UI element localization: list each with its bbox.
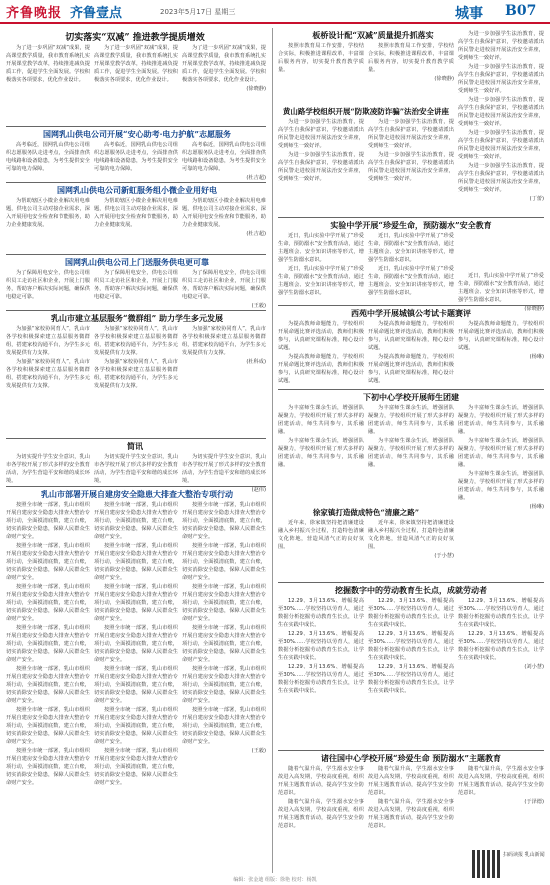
article-11-col-2: 为提高教师命题能力，学校组织开展命题比赛评选活动，教师们积极参与，认真研究课程标准，精心设计试题。 为提高教师命题能力，学校组织开展命题比赛评选活动，教师们积极参与，认真研究课程标准，精心设计试题。 [368,321,454,384]
article-12-col-1: 为丰富师生课余生活，增强团队凝聚力，学校组织开展了形式多样的团建活动，师生共同参与，其乐融融。 为丰富师生课余生活，增强团队凝聚力，学校组织开展了形式多样的团建活动，师生共同参与，其乐融融。 [278,405,364,468]
article-8-col-2: 按照市教育局工作安排，学校结合实际，积极推进课程改革，丰富课后服务内容，切实提升教育教学质量。 (徐晓静) [368,43,454,82]
qr-caption: 扫码读报 乳山新闻 [503,852,545,858]
article-10-col-1: 近日，乳山实验中学开展了“珍爱生命，预防溺水”安全教育活动，通过主题班会、安全知识讲座等形式，增强学生防溺水意识。 近日，乳山实验中学开展了“珍爱生命，预防溺水”安全教育活动，通过主题班会、安全知识讲座等形式，增强学生防溺水意识。 [278,233,364,296]
divider [6,486,266,487]
divider [6,254,266,255]
side-column: 为进一步加强学生法治教育，提高学生自我保护意识，学校邀请派出所民警走进校园开展法治安全讲座，受到师生一致好评。 为进一步加强学生法治教育，提高学生自我保护意识，学校邀请派出所民警走进校园开展法治安全讲座，受到师生一致好评。 为进一步加强学生法治教育，提高学生自我保护意识，学校邀请派出所民警走进校园开展法治安全讲座，受到师生一致好评。 为进一步加强学生法治教育，提高学生自我保护意识，学校邀请派出所民警走进校园开展法治安全讲座，受到师生一致好评。 为进一步加强学生法治教育，提高学生自我保护意识，学校邀请派出所民警走进校园开展法治安全讲座，受到师生一致好评。 (丁蕾) [458,31,544,202]
dateline: 2023年5月17日 星期三 [160,8,236,16]
headline-12: 下初中心学校开展师生团建 [363,392,459,402]
article-10-col-3: 近日，乳山实验中学开展了“珍爱生命，预防溺水”安全教育活动，通过主题班会、安全知识讲座等形式，增强学生防溺水意识。 (徐晓静) [458,273,544,312]
headline-2: 国网乳山供电公司开展“安心助考·电力护航”志愿服务 [43,129,231,139]
article-7-col-1: 按照全市统一部署，乳山市组织开展自建房安全隐患大排查大整治专项行动，全面摸清底数，建立台账，切实消除安全隐患，保障人民群众生命财产安全。 按照全市统一部署，乳山市组织开展自建房安全隐患大排查大整治专项行动，全面摸清底数，建立台账，切实消除安全隐患，保障人民群众生命财产安全。 按照全市统一部署，乳山市组织开展自建房安全隐患大排查大整治专项行动，全面摸清底数，建立台账，切实消除安全隐患，保障人民群众生命财产安全。 按照全市统一部署，乳山市组织开展自建房安全隐患大排查大整治专项行动，全面摸清底数，建立台账，切实消除安全隐患，保障人民群众生命财产安全。 按照全市统一部署，乳山市组织开展自建房安全隐患大排查大整治专项行动，全面摸清底数，建立台账，切实消除安全隐患，保障人民群众生命财产安全。 按照全市统一部署，乳山市组织开展自建房安全隐患大排查大整治专项行动，全面摸清底数，建立台账，切实消除安全隐患，保障人民群众生命财产安全。 按照全市统一部署，乳山市组织开展自建房安全隐患大排查大整治专项行动，全面摸清底数，建立台账，切实消除安全隐患，保障人民群众生命财产安全。 [6,502,90,786]
headline-4: 国网乳山供电公司上门送服务供电更可靠 [65,257,209,267]
article-4-col-3: 为了保障用电安全，供电公司组织员工走访社区和企业，开展上门服务，帮助客户解决实际问题，确保供电稳定可靠。 (王毅) [182,270,266,309]
article-8-col-1: 按照市教育局工作安排，学校结合实际，积极推进课程改革，丰富课后服务内容，切实提升教育教学质量。 [278,43,364,73]
divider [6,438,266,439]
article-1-col-3: 为了进一步巩固“双减”成果，提高课堂教学质量，我市教育系统扎实开展课堂教学改革，持续推进减负提质工作，促进学生全面发展。学校积极落实各项要求，优化作业设计。 (徐晓静) [182,45,266,92]
article-12-col-2: 为丰富师生课余生活，增强团队凝聚力，学校组织开展了形式多样的团建活动，师生共同参与，其乐融融。 为丰富师生课余生活，增强团队凝聚力，学校组织开展了形式多样的团建活动，师生共同参与，其乐融融。 [368,405,454,468]
article-13-col-1: 近年来，徐家镇坚持把清廉建设融入乡村振兴全过程，打造特色清廉文化阵地，营造风清气正的良好氛围。 [278,520,364,550]
article-14-col-3: 12.29、3月13.6%、增幅提高至30%……学校坚持以劳育人，通过数据分析挖掘劳动教育生长点，让学生在实践中成长。 12.29、3月13.6%、增幅提高至30%……学校坚持以劳育人，通过数据分析挖掘劳动教育生长点，让学生在实践中成长。 (刘小慧) [458,598,544,670]
article-1-col-1: 为了进一步巩固“双减”成果，提高课堂教学质量，我市教育系统扎实开展课堂教学改革，持续推进减负提质工作，促进学生全面发展。学校积极落实各项要求，优化作业设计。 [6,45,90,83]
headline-15: 诸往国中心学校开展“珍爱生命 预防溺水”主题教育 [321,753,501,763]
article-1-col-2: 为了进一步巩固“双减”成果，提高课堂教学质量，我市教育系统扎实开展课堂教学改革，持续推进减负提质工作，促进学生全面发展。学校积极落实各项要求，优化作业设计。 [94,45,178,83]
article-9-col-2: 为进一步加强学生法治教育，提高学生自我保护意识，学校邀请派出所民警走进校园开展法治安全讲座，受到师生一致好评。 为进一步加强学生法治教育，提高学生自我保护意识，学校邀请派出所民警走进校园开展法治安全讲座，受到师生一致好评。 [368,119,454,182]
article-11-col-3: 为提高教师命题能力，学校组织开展命题比赛评选活动，教师们积极参与，认真研究课程标准，精心设计试题。 (杨琳) [458,321,544,360]
headline-8: 板桥设计配“双减”质量提升抓落实 [312,30,434,40]
article-4-col-2: 为了保障用电安全，供电公司组织员工走访社区和企业，开展上门服务，帮助客户解决实际问题，确保供电稳定可靠。 [94,270,178,300]
article-15-col-3: 随着气温升高，学生溺水安全事故进入高发期，学校高度重视，组织开展主题教育活动，提高学生安全防范意识。 (于泽德) [458,766,544,805]
divider [6,126,266,127]
headline-13: 徐家镇打造做成特色“清廉之路” [312,508,420,517]
newspaper-logo: 齐鲁晚报 [6,6,63,21]
article-3-col-1: 为帮助辖区小微企业解决用电难题，供电公司主动对接企业需求，深入开展用电安全检查和节能服务，助力企业健康发展。 [6,198,90,228]
headline-5: 乳山市建立基层服务“微群组” 助力学生多元发展 [51,313,223,323]
divider [6,182,266,183]
divider [278,582,544,583]
article-5-col-2: 为加强“家校协同育人”，乳山市各学校积极探索建立基层服务微群组，搭建家校沟通平台，为学生多元发展提供有力支撑。 为加强“家校协同育人”，乳山市各学校积极探索建立基层服务微群组，搭建家校沟通平台，为学生多元发展提供有力支撑。 [94,326,178,389]
article-3-col-2: 为帮助辖区小微企业解决用电难题，供电公司主动对接企业需求，深入开展用电安全检查和节能服务，助力企业健康发展。 [94,198,178,228]
column-divider [272,28,273,873]
headline-10: 实验中学开展“珍爱生命，预防溺水”安全教育 [330,220,492,230]
masthead [0,0,550,24]
article-6-col-1: 为切实提升学生安全意识，乳山市各学校开展了形式多样的安全教育活动，为学生营造平安和谐的成长环境。 [6,454,90,484]
headline-3: 国网乳山供电公司新虹服务组小微企业用好电 [57,185,217,195]
article-4-col-1: 为了保障用电安全，供电公司组织员工走访社区和企业，开展上门服务，帮助客户解决实际问题，确保供电稳定可靠。 [6,270,90,300]
divider [278,217,544,218]
page-number: B07 [505,3,537,19]
article-6-col-3: 为切实提升学生安全意识，乳山市各学校开展了形式多样的安全教育活动，为学生营造平安和谐的成长环境。 (赵伟) [182,454,266,493]
app-logo: 齐鲁壹点 [70,6,123,21]
article-15-col-2: 随着气温升高，学生溺水安全事故进入高发期，学校高度重视，组织开展主题教育活动，提高学生安全防范意识。 随着气温升高，学生溺水安全事故进入高发期，学校高度重视，组织开展主题教育活动，提高学生安全防范意识。 [368,766,454,829]
headline-7: 乳山市部署开展自建房安全隐患大排查大整治专项行动 [41,489,233,499]
article-9-col-1: 为进一步加强学生法治教育，提高学生自我保护意识，学校邀请派出所民警走进校园开展法治安全讲座，受到师生一致好评。 为进一步加强学生法治教育，提高学生自我保护意识，学校邀请派出所民警走进校园开展法治安全讲座，受到师生一致好评。 [278,119,364,182]
article-7-col-2: 按照全市统一部署，乳山市组织开展自建房安全隐患大排查大整治专项行动，全面摸清底数，建立台账，切实消除安全隐患，保障人民群众生命财产安全。 按照全市统一部署，乳山市组织开展自建房安全隐患大排查大整治专项行动，全面摸清底数，建立台账，切实消除安全隐患，保障人民群众生命财产安全。 按照全市统一部署，乳山市组织开展自建房安全隐患大排查大整治专项行动，全面摸清底数，建立台账，切实消除安全隐患，保障人民群众生命财产安全。 按照全市统一部署，乳山市组织开展自建房安全隐患大排查大整治专项行动，全面摸清底数，建立台账，切实消除安全隐患，保障人民群众生命财产安全。 按照全市统一部署，乳山市组织开展自建房安全隐患大排查大整治专项行动，全面摸清底数，建立台账，切实消除安全隐患，保障人民群众生命财产安全。 按照全市统一部署，乳山市组织开展自建房安全隐患大排查大整治专项行动，全面摸清底数，建立台账，切实消除安全隐患，保障人民群众生命财产安全。 按照全市统一部署，乳山市组织开展自建房安全隐患大排查大整治专项行动，全面摸清底数，建立台账，切实消除安全隐患，保障人民群众生命财产安全。 [94,502,178,786]
divider [6,310,266,311]
article-6-col-2: 为切实提升学生安全意识，乳山市各学校开展了形式多样的安全教育活动，为学生营造平安和谐的成长环境。 [94,454,178,484]
divider [278,305,544,306]
article-2-col-2: 高考临近，国网乳山供电公司组织志愿服务队走进考点，全面排查供电线路和设备隐患，为考生提供安全可靠的电力保障。 [94,142,178,172]
headline-1: 切实落实“双减” 推进教学提质增效 [65,33,205,43]
article-14-col-1: 12.29、3月13.6%、增幅提高至30%……学校坚持以劳育人，通过数据分析挖掘劳动教育生长点，让学生在实践中成长。 12.29、3月13.6%、增幅提高至30%……学校坚持以劳育人，通过数据分析挖掘劳动教育生长点，让学生在实践中成长。 12.29、3月13.6%、增幅提高至30%……学校坚持以劳育人，通过数据分析挖掘劳动教育生长点，让学生在实践中成长。 [278,598,364,694]
article-5-col-1: 为加强“家校协同育人”，乳山市各学校积极探索建立基层服务微群组，搭建家校沟通平台，为学生多元发展提供有力支撑。 为加强“家校协同育人”，乳山市各学校积极探索建立基层服务微群组，搭建家校沟通平台，为学生多元发展提供有力支撑。 [6,326,90,389]
qr-code-icon[interactable] [472,850,500,878]
article-13-col-2: 近年来，徐家镇坚持把清廉建设融入乡村振兴全过程，打造特色清廉文化阵地，营造风清气正的良好氛围。 (于小慧) [368,520,454,559]
headline-6: 简讯 [127,441,143,451]
article-2-col-3: 高考临近，国网乳山供电公司组织志愿服务队走进考点，全面排查供电线路和设备隐患，为考生提供安全可靠的电力保障。 (杜吉超) [182,142,266,181]
article-7-col-3: 按照全市统一部署，乳山市组织开展自建房安全隐患大排查大整治专项行动，全面摸清底数，建立台账，切实消除安全隐患，保障人民群众生命财产安全。 按照全市统一部署，乳山市组织开展自建房安全隐患大排查大整治专项行动，全面摸清底数，建立台账，切实消除安全隐患，保障人民群众生命财产安全。 按照全市统一部署，乳山市组织开展自建房安全隐患大排查大整治专项行动，全面摸清底数，建立台账，切实消除安全隐患，保障人民群众生命财产安全。 按照全市统一部署，乳山市组织开展自建房安全隐患大排查大整治专项行动，全面摸清底数，建立台账，切实消除安全隐患，保障人民群众生命财产安全。 按照全市统一部署，乳山市组织开展自建房安全隐患大排查大整治专项行动，全面摸清底数，建立台账，切实消除安全隐患，保障人民群众生命财产安全。 按照全市统一部署，乳山市组织开展自建房安全隐患大排查大整治专项行动，全面摸清底数，建立台账，切实消除安全隐患，保障人民群众生命财产安全。 (王毅) [182,502,266,754]
article-2-col-1: 高考临近，国网乳山供电公司组织志愿服务队走进考点，全面排查供电线路和设备隐患，为考生提供安全可靠的电力保障。 [6,142,90,172]
article-10-col-2: 近日，乳山实验中学开展了“珍爱生命，预防溺水”安全教育活动，通过主题班会、安全知识讲座等形式，增强学生防溺水意识。 近日，乳山实验中学开展了“珍爱生命，预防溺水”安全教育活动，通过主题班会、安全知识讲座等形式，增强学生防溺水意识。 [368,233,454,296]
article-15-col-1: 随着气温升高，学生溺水安全事故进入高发期，学校高度重视，组织开展主题教育活动，提高学生安全防范意识。 随着气温升高，学生溺水安全事故进入高发期，学校高度重视，组织开展主题教育活动，提高学生安全防范意识。 [278,766,364,829]
article-3-col-3: 为帮助辖区小微企业解决用电难题，供电公司主动对接企业需求，深入开展用电安全检查和节能服务，助力企业健康发展。 (杜吉超) [182,198,266,237]
headline-9: 黄山路学校组织开展“防欺凌防诈骗”法治安全讲座 [282,107,450,116]
section-title: 城事 [455,6,483,22]
article-12-col-3: 为丰富师生课余生活，增强团队凝聚力，学校组织开展了形式多样的团建活动，师生共同参与，其乐融融。 为丰富师生课余生活，增强团队凝聚力，学校组织开展了形式多样的团建活动，师生共同参与，其乐融融。 为丰富师生课余生活，增强团队凝聚力，学校组织开展了形式多样的团建活动，师生共同参与，其乐融融。 (杨琳) [458,405,544,510]
article-5-col-3: 为加强“家校协同育人”，乳山市各学校积极探索建立基层服务微群组，搭建家校沟通平台，为学生多元发展提供有力支撑。 (杜科成) [182,326,266,365]
divider [278,389,544,390]
footer-credits: 编辑：张金迪 组版：徐艳 校对：杨凯 [233,877,317,883]
article-14-col-2: 12.29、3月13.6%、增幅提高至30%……学校坚持以劳育人，通过数据分析挖掘劳动教育生长点，让学生在实践中成长。 12.29、3月13.6%、增幅提高至30%……学校坚持以劳育人，通过数据分析挖掘劳动教育生长点，让学生在实践中成长。 12.29、3月13.6%、增幅提高至30%……学校坚持以劳育人，通过数据分析挖掘劳动教育生长点，让学生在实践中成长。 [368,598,454,694]
article-11-col-1: 为提高教师命题能力，学校组织开展命题比赛评选活动，教师们积极参与，认真研究课程标准，精心设计试题。 为提高教师命题能力，学校组织开展命题比赛评选活动，教师们积极参与，认真研究课程标准，精心设计试题。 [278,321,364,384]
headline-11: 西苑中学开展城镇公考试卡题赛评 [351,308,471,318]
divider [278,750,544,751]
headline-14: 挖掘数字中的劳动教育生长点，成就劳动者 [335,585,487,595]
